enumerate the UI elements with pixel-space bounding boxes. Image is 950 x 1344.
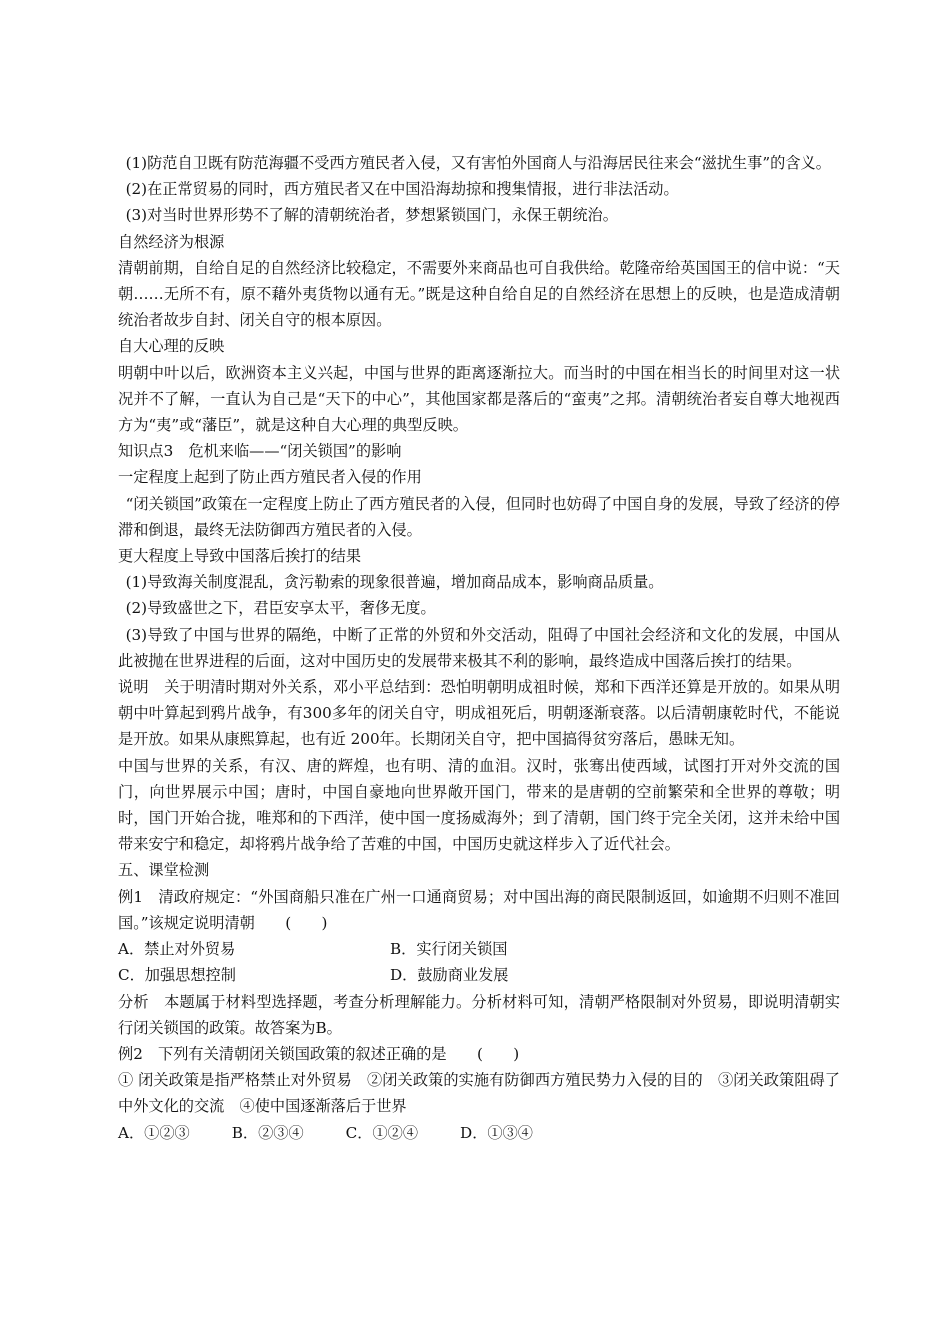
paragraph: (3)对当时世界形势不了解的清朝统治者，梦想紧锁国门，永保王朝统治。 [125,206,618,225]
paragraph: 一定程度上起到了防止西方殖民者入侵的作用 [118,468,422,487]
answer-option: C．①②④ [345,1123,419,1142]
paragraph: 分析 本题属于材料型选择题，考查分析理解能力。分析材料可知，清朝严格限制对外贸易，即说明清朝实行闭关锁国的政策。故答案为B。 [118,992,840,1037]
paragraph: 五、课堂检测 [118,861,210,880]
paragraph: 知识点3 危机来临——“闭关锁国”的影响 [118,442,402,461]
answer-options-row [118,1120,840,1146]
paragraph: 清朝前期，自给自足的自然经济比较稳定，不需要外来商品也可自我供给。乾隆帝给英国国王的信中说：“天朝……无所不有，原不藉外夷货物以通有无。”既是这种自给自足的自然经济在思想上的反映，也是造成清朝统治者故步自封、闭关自守的根本原因。 [118,258,840,330]
paragraph: 自大心理的反映 [118,337,225,356]
paragraph: 例1 清政府规定：“外国商船只准在广州一口通商贸易；对中国出海的商民限制返回，如逾期不归则不准回国。”该规定说明清朝 ( ) [118,887,840,932]
paragraph: 例2 下列有关清朝闭关锁国政策的叙述正确的是 ( ) [118,1044,520,1063]
answer-option: D．鼓励商业发展 [390,966,509,985]
answer-options-row [118,962,840,988]
paragraph: 明朝中叶以后，欧洲资本主义兴起，中国与世界的距离逐渐拉大。而当时的中国在相当长的时间里对这一状况并不了解，一直认为自己是“天下的中心”，其他国家都是落后的“蛮夷”之邦。清朝统治者妄自尊大地视西方为“夷”或“藩臣”，就是这种自大心理的典型反映。 [118,363,840,435]
answer-option: C．加强思想控制 [118,966,236,985]
answer-option: B．实行闭关锁国 [390,940,508,959]
paragraph: ① 闭关政策是指严格禁止对外贸易 ②闭关政策的实施有防御西方殖民势力入侵的目的 ③闭关政策阻碍了中外文化的交流 ④使中国逐渐落后于世界 [118,1071,840,1116]
paragraph: “闭关锁国”政策在一定程度上防止了西方殖民者的入侵，但同时也妨碍了中国自身的发展，导致了经济的停滞和倒退，最终无法防御西方殖民者的入侵。 [118,494,840,539]
answer-option: B．②③④ [231,1123,304,1142]
answer-option: A．禁止对外贸易 [118,940,236,959]
document-page [118,150,840,1146]
answer-options-row [118,936,840,962]
paragraph: (1)防范自卫既有防范海疆不受西方殖民者入侵，又有害怕外国商人与沿海居民往来会“滋扰生事”的含义。 [125,154,831,172]
paragraph: 更大程度上导致中国落后挨打的结果 [118,547,361,566]
paragraph: 说明 关于明清时期对外关系，邓小平总结到：恐怕明朝明成祖时候，郑和下西洋还算是开放的。如果从明朝中叶算起到鸦片战争，有300多年的闭关自守，明成祖死后，明朝逐渐衰落。以后清朝康乾时代，不能说是开放。如果从康熙算起，也有近 200年。长期闭关自守，把中国搞得贫穷落后，愚昧无知。 [118,678,840,749]
paragraph: (2)在正常贸易的同时，西方殖民者又在中国沿海劫掠和搜集情报，进行非法活动。 [125,180,679,199]
answer-option: D．①③④ [460,1123,533,1142]
paragraph: 中国与世界的关系，有汉、唐的辉煌，也有明、清的血泪。汉时，张骞出使西域，试图打开对外交流的国门，向世界展示中国；唐时，中国自豪地向世界敞开国门，带来的是唐朝的空前繁荣和全世界的尊敬；明时，国门开始合拢，唯郑和的下西洋，使中国一度扬威海外；到了清朝，国门终于完全关闭，这并未给中国带来安宁和稳定，却将鸦片战争给了苦难的中国，中国历史就这样步入了近代社会。 [118,756,840,854]
paragraph: (1)导致海关制度混乱，贪污勒索的现象很普遍，增加商品成本，影响商品质量。 [125,573,664,592]
answer-option: A．①②③ [118,1123,190,1142]
paragraph: 自然经济为根源 [118,232,225,251]
paragraph: (3)导致了中国与世界的隔绝，中断了正常的外贸和外交活动，阻碍了中国社会经济和文化的发展，中国从此被抛在世界进程的后面，这对中国历史的发展带来极其不利的影响，最终造成中国落后挨打的结果。 [118,625,840,670]
paragraph: (2)导致盛世之下，君臣安享太平，奢侈无度。 [125,599,436,618]
